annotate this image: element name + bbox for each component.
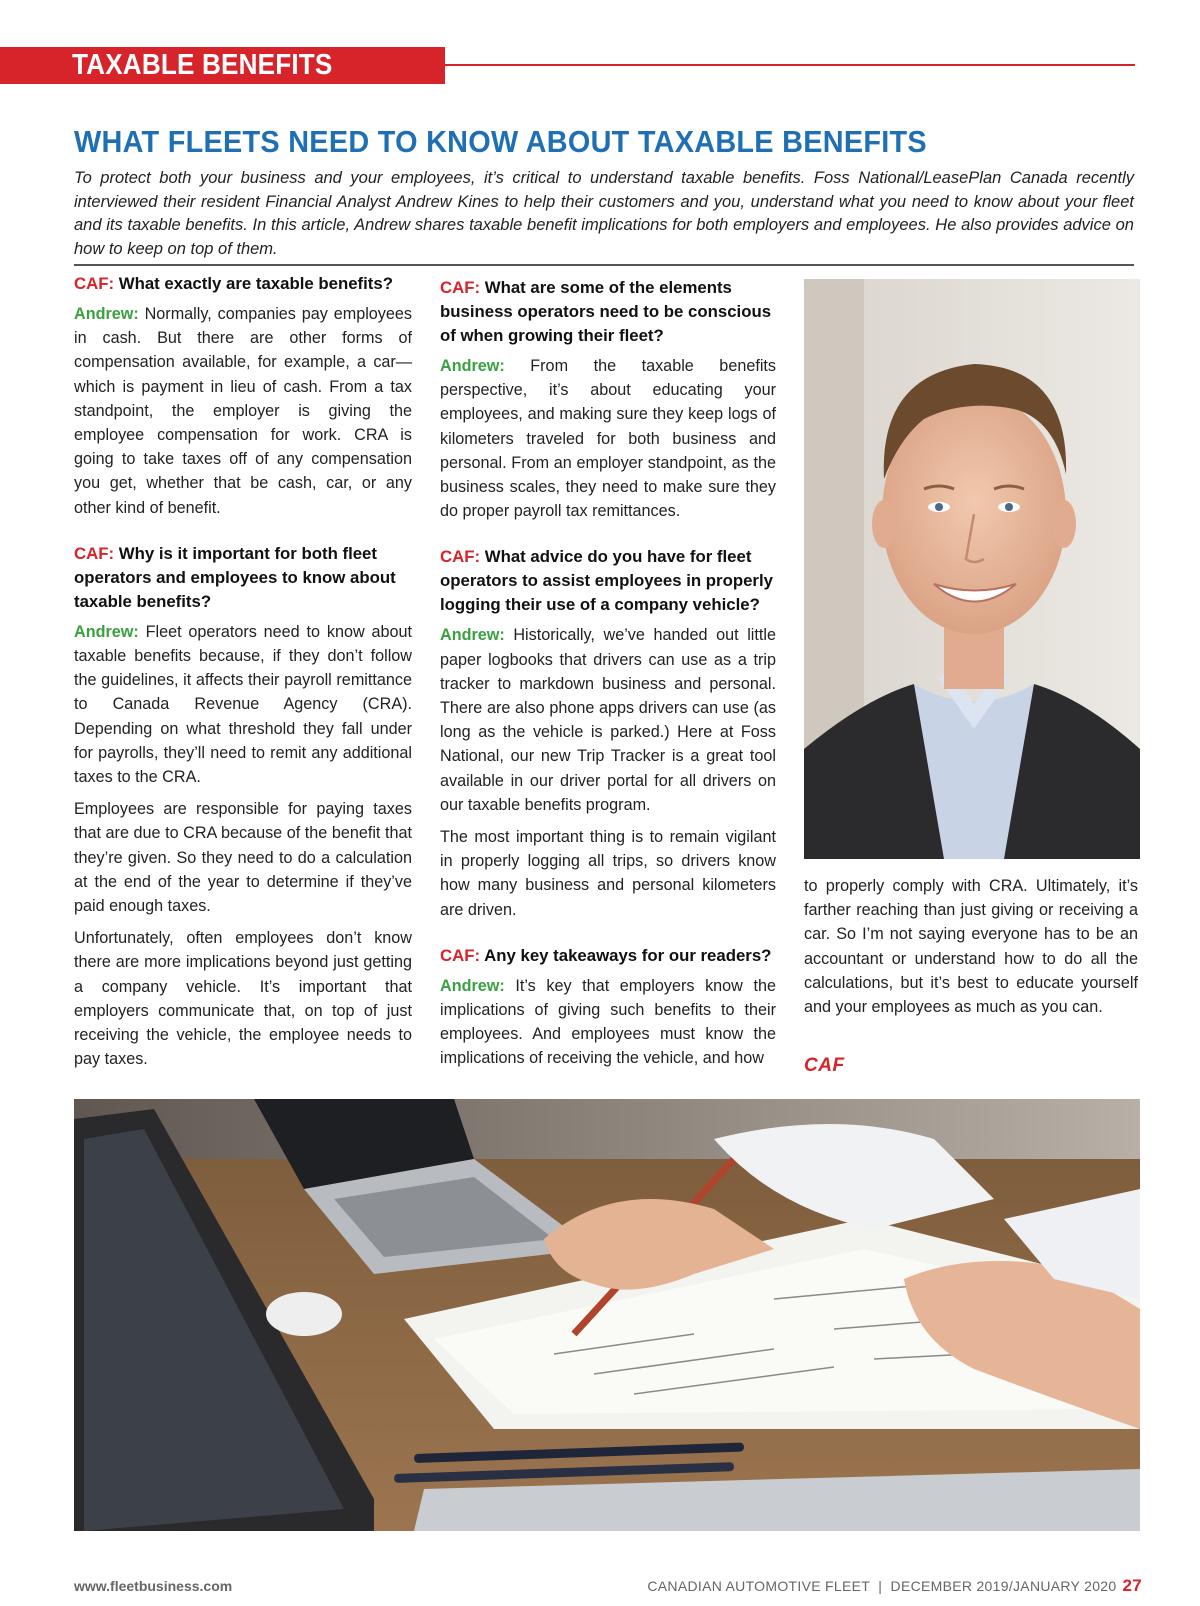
section-rule <box>445 64 1135 66</box>
footer-website: www.fleetbusiness.com <box>74 1578 233 1594</box>
answer-5-para-1 <box>440 974 776 1071</box>
caf-label: CAF: <box>440 278 481 297</box>
caf-label: CAF: <box>440 945 481 965</box>
andrew-label: Andrew: <box>74 305 139 323</box>
column-3 <box>804 874 1138 1027</box>
column-1 <box>74 272 412 1079</box>
column-2 <box>440 276 776 1079</box>
answer-text: It’s key that employers know the implications of giving such benefits to their employees. And employees must know the implications of receiving the vehicle, and how <box>440 976 776 1068</box>
answer-1-para-1 <box>74 302 412 520</box>
publication-info: CANADIAN AUTOMOTIVE FLEET | DECEMBER 2019/JANUARY 2020 <box>647 1578 1117 1594</box>
section-banner <box>0 47 445 84</box>
question-5 <box>440 944 776 968</box>
deck-divider <box>74 264 1134 266</box>
article-deck: To protect both your business and your employees, it’s critical to understand taxable benefits. Foss National/LeasePlan Canada recently interviewed their resident Financial Analyst Andrew Kines to help their customers and you, understand what you need to know about your fleet and its taxable benefits. In this article, Andrew shares taxable benefit implications for both employers and employees. He also provides advice on how to keep on top of them. <box>74 169 1134 258</box>
section-label: TAXABLE BENEFITS <box>72 49 333 81</box>
caf-label: CAF: <box>440 547 481 567</box>
footer-publication <box>647 1576 1142 1596</box>
caf-label: CAF: <box>74 274 115 293</box>
question-text: Why is it important for both fleet operators and employees to know about taxable benefits? <box>74 543 396 611</box>
portrait-photo <box>804 279 1140 859</box>
answer-4-para-1 <box>440 623 776 817</box>
article-headline: WHAT FLEETS NEED TO KNOW ABOUT TAXABLE BENEFITS <box>74 124 927 159</box>
answer-4-para-2: The most important thing is to remain vigilant in properly logging all trips, so drivers know how many business and personal kilometers are driven. <box>440 828 776 919</box>
desk-photo <box>74 1099 1140 1531</box>
desk-illustration <box>74 1099 1140 1531</box>
answer-2-para-3: Unfortunately, often employees don’t know there are more implications beyond just getting a company vehicle. It’s important that employers communicate that, on top of just receiving the vehicle, the employee needs to pay taxes. <box>74 929 412 1069</box>
question-text: What exactly are taxable benefits? <box>118 274 393 293</box>
answer-2-para-2: Employees are responsible for paying taxes that are due to CRA because of the benefit that they’re given. So they need to do a calculation at the end of the year to determine if they’ve paid enough taxes. <box>74 800 412 916</box>
answer-3-para-1 <box>440 354 776 523</box>
answer-text: From the taxable benefits perspective, it’s about educating your employees, and making sure they keep logs of kilometers traveled for both business and personal. From an employer standpoint, as the business scales, they need to make sure they do proper payroll tax remittances. <box>440 357 777 521</box>
answer-text: Historically, we’ve handed out little paper logbooks that drivers can use as a trip tracker to markdown business and personal. There are also phone apps drivers can use (as long as the vehicle is parked.) Here at Foss National, our new Trip Tracker is a great tool available in our driver portal for all drivers on our taxable benefits program. <box>440 626 776 814</box>
answer-text: Normally, companies pay employees in cash. But there are other forms of compensation available, for example, a car—which is payment in lieu of cash. From a tax standpoint, the employer is giving the employee compensation for work. CRA is going to take taxes off of any compensation you get, whether that be cash, car, or any other kind of benefit. <box>74 305 412 517</box>
question-4 <box>440 545 776 617</box>
question-text: What are some of the elements business operators need to be conscious of when growing their fleet? <box>440 278 772 345</box>
andrew-label: Andrew: <box>74 622 139 641</box>
question-text: Any key takeaways for our readers? <box>484 945 772 965</box>
answer-5-continuation: to properly comply with CRA. Ultimately, it’s farther reaching than just giving or receiving a car. So I’m not saying everyone has to be an accountant or understand how to do all the calculations, but it’s best to educate yourself and your employees as much as you can. <box>804 877 1138 1017</box>
question-2 <box>74 542 412 614</box>
andrew-label: Andrew: <box>440 976 505 995</box>
question-3 <box>440 276 776 348</box>
question-text: What advice do you have for fleet operators to assist employees in properly logging their use of a company vehicle? <box>440 547 773 615</box>
page-number: 27 <box>1122 1576 1142 1595</box>
question-1 <box>74 272 412 296</box>
answer-text: Fleet operators need to know about taxable benefits because, if they don’t follow the guidelines, it affects their payroll remittance to Canada Revenue Agency (CRA). Depending on what threshold they fall under for payrolls, they’ll need to remit any additional taxes to the CRA. <box>74 622 412 787</box>
answer-2-para-1 <box>74 620 412 789</box>
andrew-label: Andrew: <box>440 626 505 645</box>
andrew-label: Andrew: <box>440 357 505 375</box>
portrait-illustration <box>804 279 1140 859</box>
caf-end-logo: CAF <box>804 1055 845 1076</box>
caf-label: CAF: <box>74 543 115 563</box>
